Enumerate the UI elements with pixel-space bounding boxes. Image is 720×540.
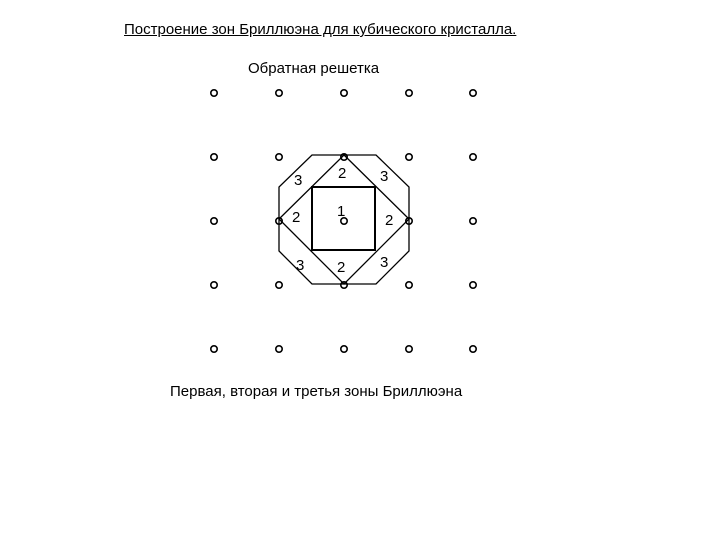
lattice-point <box>406 154 412 160</box>
lattice-point <box>470 346 476 352</box>
zone-label-3-bottom-right: 3 <box>380 254 389 271</box>
lattice-point <box>470 90 476 96</box>
lattice-point <box>211 90 217 96</box>
lattice-point <box>341 346 347 352</box>
zone-label-3-top-left: 3 <box>294 172 303 189</box>
zone-label-3-top-right: 3 <box>380 168 389 185</box>
figure-caption: Первая, вторая и третья зоны Бриллюэна <box>170 383 463 400</box>
reciprocal-lattice <box>211 90 476 352</box>
lattice-point <box>341 282 347 288</box>
zone-label-1: 1 <box>337 203 346 220</box>
lattice-point <box>470 154 476 160</box>
lattice-point <box>276 346 282 352</box>
lattice-point <box>211 218 217 224</box>
zone-label-2-bottom: 2 <box>337 259 346 276</box>
zone-label-2-top: 2 <box>338 165 347 182</box>
lattice-point <box>211 346 217 352</box>
zone-label-2-left: 2 <box>292 209 301 226</box>
slide-title: Построение зон Бриллюэна для кубического кристалла. <box>124 21 517 38</box>
lattice-point <box>276 90 282 96</box>
lattice-point <box>276 282 282 288</box>
zone-label-3-bottom-left: 3 <box>296 257 305 274</box>
lattice-point <box>406 90 412 96</box>
lattice-point <box>406 346 412 352</box>
lattice-point <box>341 90 347 96</box>
lattice-subtitle: Обратная решетка <box>248 60 380 77</box>
lattice-point <box>211 282 217 288</box>
lattice-point <box>211 154 217 160</box>
lattice-point <box>276 154 282 160</box>
lattice-point <box>470 282 476 288</box>
lattice-point <box>470 218 476 224</box>
lattice-point <box>406 282 412 288</box>
zone-label-2-right: 2 <box>385 212 394 229</box>
